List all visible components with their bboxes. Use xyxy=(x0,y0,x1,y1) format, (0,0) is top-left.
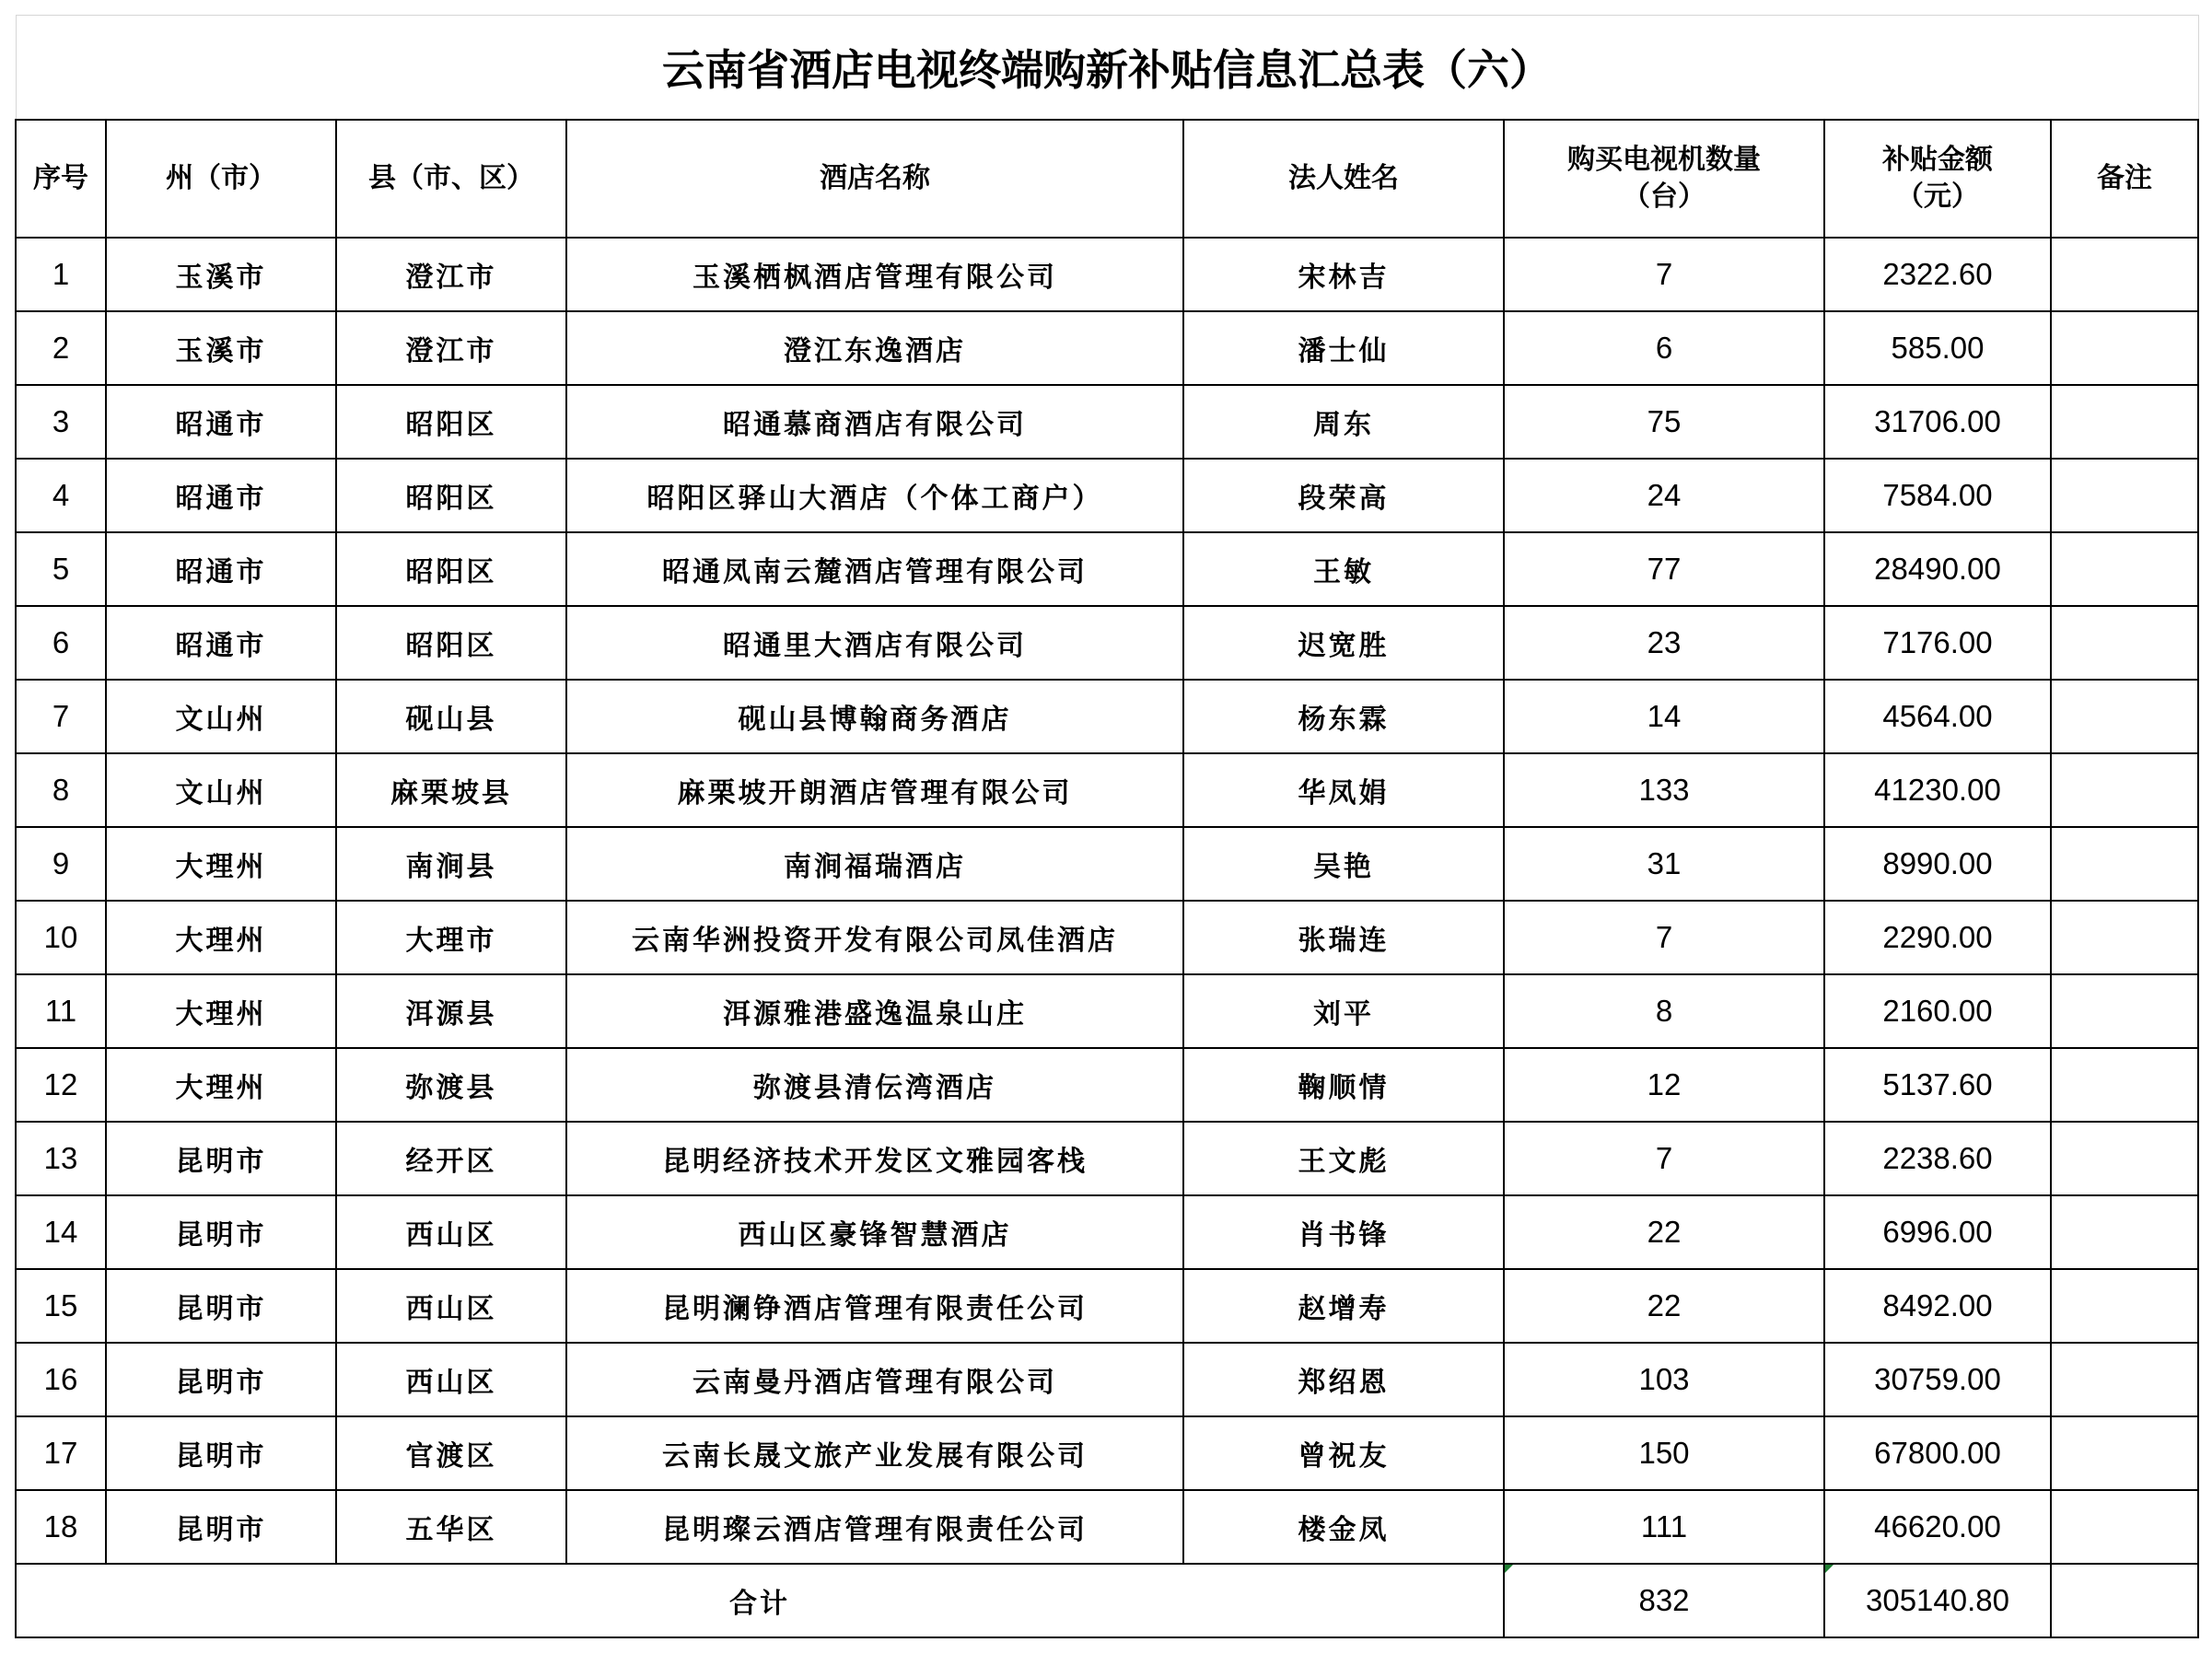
cell-remarks xyxy=(2051,1490,2198,1564)
cell-remarks xyxy=(2051,680,2198,753)
cell-hotel: 砚山县博翰商务酒店 xyxy=(566,680,1183,753)
cell-remarks xyxy=(2051,311,2198,385)
cell-tv-qty: 31 xyxy=(1504,827,1824,901)
cell-remarks xyxy=(2051,1122,2198,1195)
cell-subsidy: 31706.00 xyxy=(1824,385,2051,459)
table-row xyxy=(16,753,2198,827)
cell-county: 昭阳区 xyxy=(336,532,566,606)
cell-county: 大理市 xyxy=(336,901,566,974)
table-row xyxy=(16,532,2198,606)
total-tv-qty: 832 xyxy=(1504,1564,1824,1637)
cell-seq: 8 xyxy=(16,753,106,827)
cell-prefecture: 昭通市 xyxy=(106,459,336,532)
subsidy-table xyxy=(15,15,2199,1638)
cell-tv-qty: 7 xyxy=(1504,901,1824,974)
total-remarks xyxy=(2051,1564,2198,1637)
cell-tv-qty: 75 xyxy=(1504,385,1824,459)
cell-remarks xyxy=(2051,1048,2198,1122)
table-body xyxy=(16,238,2198,1564)
cell-legal-person: 迟宽胜 xyxy=(1183,606,1504,680)
table-row xyxy=(16,1048,2198,1122)
cell-tv-qty: 12 xyxy=(1504,1048,1824,1122)
cell-hotel: 西山区豪锋智慧酒店 xyxy=(566,1195,1183,1269)
cell-county: 西山区 xyxy=(336,1343,566,1416)
cell-legal-person: 张瑞连 xyxy=(1183,901,1504,974)
cell-tv-qty: 8 xyxy=(1504,974,1824,1048)
cell-subsidy: 4564.00 xyxy=(1824,680,2051,753)
header-legal-person: 法人姓名 xyxy=(1183,120,1504,238)
table-row xyxy=(16,311,2198,385)
cell-county: 澄江市 xyxy=(336,311,566,385)
cell-remarks xyxy=(2051,901,2198,974)
cell-prefecture: 文山州 xyxy=(106,753,336,827)
cell-county: 昭阳区 xyxy=(336,606,566,680)
cell-remarks xyxy=(2051,459,2198,532)
cell-prefecture: 昆明市 xyxy=(106,1195,336,1269)
cell-tv-qty: 14 xyxy=(1504,680,1824,753)
cell-hotel: 弥渡县清伝湾酒店 xyxy=(566,1048,1183,1122)
cell-seq: 17 xyxy=(16,1416,106,1490)
table-row xyxy=(16,680,2198,753)
cell-tv-qty: 7 xyxy=(1504,238,1824,311)
cell-county: 麻栗坡县 xyxy=(336,753,566,827)
header-subsidy-line1: 补贴金额 xyxy=(1882,144,1993,176)
cell-county: 澄江市 xyxy=(336,238,566,311)
cell-hotel: 昆明经济技术开发区文雅园客栈 xyxy=(566,1122,1183,1195)
cell-seq: 3 xyxy=(16,385,106,459)
cell-remarks xyxy=(2051,532,2198,606)
cell-seq: 10 xyxy=(16,901,106,974)
cell-prefecture: 昭通市 xyxy=(106,532,336,606)
cell-county: 弥渡县 xyxy=(336,1048,566,1122)
table-row xyxy=(16,385,2198,459)
table-row xyxy=(16,1269,2198,1343)
cell-tv-qty: 77 xyxy=(1504,532,1824,606)
header-tv-qty xyxy=(1504,120,1824,238)
cell-subsidy: 30759.00 xyxy=(1824,1343,2051,1416)
cell-subsidy: 7584.00 xyxy=(1824,459,2051,532)
cell-tv-qty: 6 xyxy=(1504,311,1824,385)
cell-prefecture: 昆明市 xyxy=(106,1416,336,1490)
cell-legal-person: 肖书锋 xyxy=(1183,1195,1504,1269)
cell-legal-person: 曾祝友 xyxy=(1183,1416,1504,1490)
cell-seq: 16 xyxy=(16,1343,106,1416)
cell-prefecture: 大理州 xyxy=(106,901,336,974)
cell-tv-qty: 24 xyxy=(1504,459,1824,532)
cell-subsidy: 2290.00 xyxy=(1824,901,2051,974)
table-row xyxy=(16,1195,2198,1269)
cell-tv-qty: 22 xyxy=(1504,1269,1824,1343)
header-seq: 序号 xyxy=(16,120,106,238)
cell-tv-qty: 103 xyxy=(1504,1343,1824,1416)
cell-prefecture: 昆明市 xyxy=(106,1269,336,1343)
cell-seq: 1 xyxy=(16,238,106,311)
cell-subsidy: 7176.00 xyxy=(1824,606,2051,680)
cell-hotel: 云南长晟文旅产业发展有限公司 xyxy=(566,1416,1183,1490)
cell-county: 昭阳区 xyxy=(336,459,566,532)
cell-legal-person: 楼金凤 xyxy=(1183,1490,1504,1564)
cell-subsidy: 5137.60 xyxy=(1824,1048,2051,1122)
table-row xyxy=(16,1122,2198,1195)
header-remarks: 备注 xyxy=(2051,120,2198,238)
table-row xyxy=(16,1490,2198,1564)
cell-legal-person: 郑绍恩 xyxy=(1183,1343,1504,1416)
header-prefecture: 州（市） xyxy=(106,120,336,238)
table-row xyxy=(16,901,2198,974)
cell-tv-qty: 133 xyxy=(1504,753,1824,827)
cell-subsidy: 6996.00 xyxy=(1824,1195,2051,1269)
cell-subsidy: 46620.00 xyxy=(1824,1490,2051,1564)
cell-remarks xyxy=(2051,1416,2198,1490)
cell-county: 西山区 xyxy=(336,1195,566,1269)
total-row xyxy=(16,1564,2198,1637)
cell-hotel: 昆明澜铮酒店管理有限责任公司 xyxy=(566,1269,1183,1343)
cell-prefecture: 文山州 xyxy=(106,680,336,753)
cell-legal-person: 段荣高 xyxy=(1183,459,1504,532)
cell-prefecture: 昭通市 xyxy=(106,606,336,680)
cell-seq: 13 xyxy=(16,1122,106,1195)
cell-seq: 14 xyxy=(16,1195,106,1269)
cell-subsidy: 8492.00 xyxy=(1824,1269,2051,1343)
cell-subsidy: 67800.00 xyxy=(1824,1416,2051,1490)
cell-county: 昭阳区 xyxy=(336,385,566,459)
header-row xyxy=(16,120,2198,238)
cell-tv-qty: 111 xyxy=(1504,1490,1824,1564)
cell-county: 南涧县 xyxy=(336,827,566,901)
cell-remarks xyxy=(2051,385,2198,459)
cell-hotel: 昆明璨云酒店管理有限责任公司 xyxy=(566,1490,1183,1564)
table-row xyxy=(16,606,2198,680)
header-county: 县（市、区） xyxy=(336,120,566,238)
table-row xyxy=(16,827,2198,901)
cell-subsidy: 2238.60 xyxy=(1824,1122,2051,1195)
cell-hotel: 澄江东逸酒店 xyxy=(566,311,1183,385)
cell-prefecture: 大理州 xyxy=(106,1048,336,1122)
cell-legal-person: 杨东霖 xyxy=(1183,680,1504,753)
cell-legal-person: 鞠顺情 xyxy=(1183,1048,1504,1122)
cell-legal-person: 华凤娟 xyxy=(1183,753,1504,827)
cell-hotel: 昭通慕商酒店有限公司 xyxy=(566,385,1183,459)
cell-seq: 11 xyxy=(16,974,106,1048)
cell-remarks xyxy=(2051,238,2198,311)
cell-prefecture: 大理州 xyxy=(106,974,336,1048)
cell-remarks xyxy=(2051,827,2198,901)
table-row xyxy=(16,1343,2198,1416)
cell-legal-person: 吴艳 xyxy=(1183,827,1504,901)
cell-remarks xyxy=(2051,974,2198,1048)
cell-legal-person: 刘平 xyxy=(1183,974,1504,1048)
cell-county: 西山区 xyxy=(336,1269,566,1343)
header-hotel: 酒店名称 xyxy=(566,120,1183,238)
table-title: 云南省酒店电视终端购新补贴信息汇总表（六） xyxy=(16,16,2198,121)
header-subsidy-line2: （元） xyxy=(1896,181,1979,213)
cell-hotel: 昭通里大酒店有限公司 xyxy=(566,606,1183,680)
cell-hotel: 南涧福瑞酒店 xyxy=(566,827,1183,901)
header-subsidy xyxy=(1824,120,2051,238)
cell-county: 五华区 xyxy=(336,1490,566,1564)
cell-prefecture: 昭通市 xyxy=(106,385,336,459)
cell-seq: 6 xyxy=(16,606,106,680)
cell-legal-person: 王敏 xyxy=(1183,532,1504,606)
total-label: 合计 xyxy=(16,1564,1504,1637)
cell-legal-person: 王文彪 xyxy=(1183,1122,1504,1195)
table-row xyxy=(16,238,2198,311)
cell-remarks xyxy=(2051,1269,2198,1343)
total-subsidy: 305140.80 xyxy=(1824,1564,2051,1637)
cell-legal-person: 赵增寿 xyxy=(1183,1269,1504,1343)
spreadsheet xyxy=(15,15,2197,1638)
cell-county: 洱源县 xyxy=(336,974,566,1048)
cell-subsidy: 41230.00 xyxy=(1824,753,2051,827)
cell-subsidy: 8990.00 xyxy=(1824,827,2051,901)
cell-prefecture: 玉溪市 xyxy=(106,238,336,311)
cell-prefecture: 昆明市 xyxy=(106,1490,336,1564)
cell-subsidy: 585.00 xyxy=(1824,311,2051,385)
cell-county: 经开区 xyxy=(336,1122,566,1195)
cell-seq: 5 xyxy=(16,532,106,606)
cell-seq: 9 xyxy=(16,827,106,901)
cell-seq: 18 xyxy=(16,1490,106,1564)
cell-seq: 7 xyxy=(16,680,106,753)
cell-seq: 4 xyxy=(16,459,106,532)
cell-subsidy: 2160.00 xyxy=(1824,974,2051,1048)
cell-remarks xyxy=(2051,1195,2198,1269)
cell-tv-qty: 7 xyxy=(1504,1122,1824,1195)
cell-hotel: 昭阳区驿山大酒店（个体工商户） xyxy=(566,459,1183,532)
cell-legal-person: 宋林吉 xyxy=(1183,238,1504,311)
cell-remarks xyxy=(2051,1343,2198,1416)
cell-prefecture: 大理州 xyxy=(106,827,336,901)
cell-tv-qty: 23 xyxy=(1504,606,1824,680)
header-tv-qty-line2: （台） xyxy=(1623,181,1706,213)
cell-seq: 15 xyxy=(16,1269,106,1343)
table-row xyxy=(16,459,2198,532)
cell-hotel: 云南曼丹酒店管理有限公司 xyxy=(566,1343,1183,1416)
cell-prefecture: 昆明市 xyxy=(106,1343,336,1416)
table-row xyxy=(16,974,2198,1048)
cell-hotel: 云南华洲投资开发有限公司凤佳酒店 xyxy=(566,901,1183,974)
cell-remarks xyxy=(2051,606,2198,680)
cell-hotel: 洱源雅港盛逸温泉山庄 xyxy=(566,974,1183,1048)
cell-subsidy: 2322.60 xyxy=(1824,238,2051,311)
cell-hotel: 麻栗坡开朗酒店管理有限公司 xyxy=(566,753,1183,827)
cell-remarks xyxy=(2051,753,2198,827)
cell-county: 砚山县 xyxy=(336,680,566,753)
cell-seq: 12 xyxy=(16,1048,106,1122)
cell-hotel: 昭通凤南云麓酒店管理有限公司 xyxy=(566,532,1183,606)
cell-seq: 2 xyxy=(16,311,106,385)
cell-subsidy: 28490.00 xyxy=(1824,532,2051,606)
cell-county: 官渡区 xyxy=(336,1416,566,1490)
cell-tv-qty: 150 xyxy=(1504,1416,1824,1490)
header-tv-qty-line1: 购买电视机数量 xyxy=(1567,144,1761,176)
cell-tv-qty: 22 xyxy=(1504,1195,1824,1269)
cell-prefecture: 昆明市 xyxy=(106,1122,336,1195)
cell-legal-person: 潘士仙 xyxy=(1183,311,1504,385)
table-row xyxy=(16,1416,2198,1490)
cell-hotel: 玉溪栖枫酒店管理有限公司 xyxy=(566,238,1183,311)
cell-legal-person: 周东 xyxy=(1183,385,1504,459)
cell-prefecture: 玉溪市 xyxy=(106,311,336,385)
